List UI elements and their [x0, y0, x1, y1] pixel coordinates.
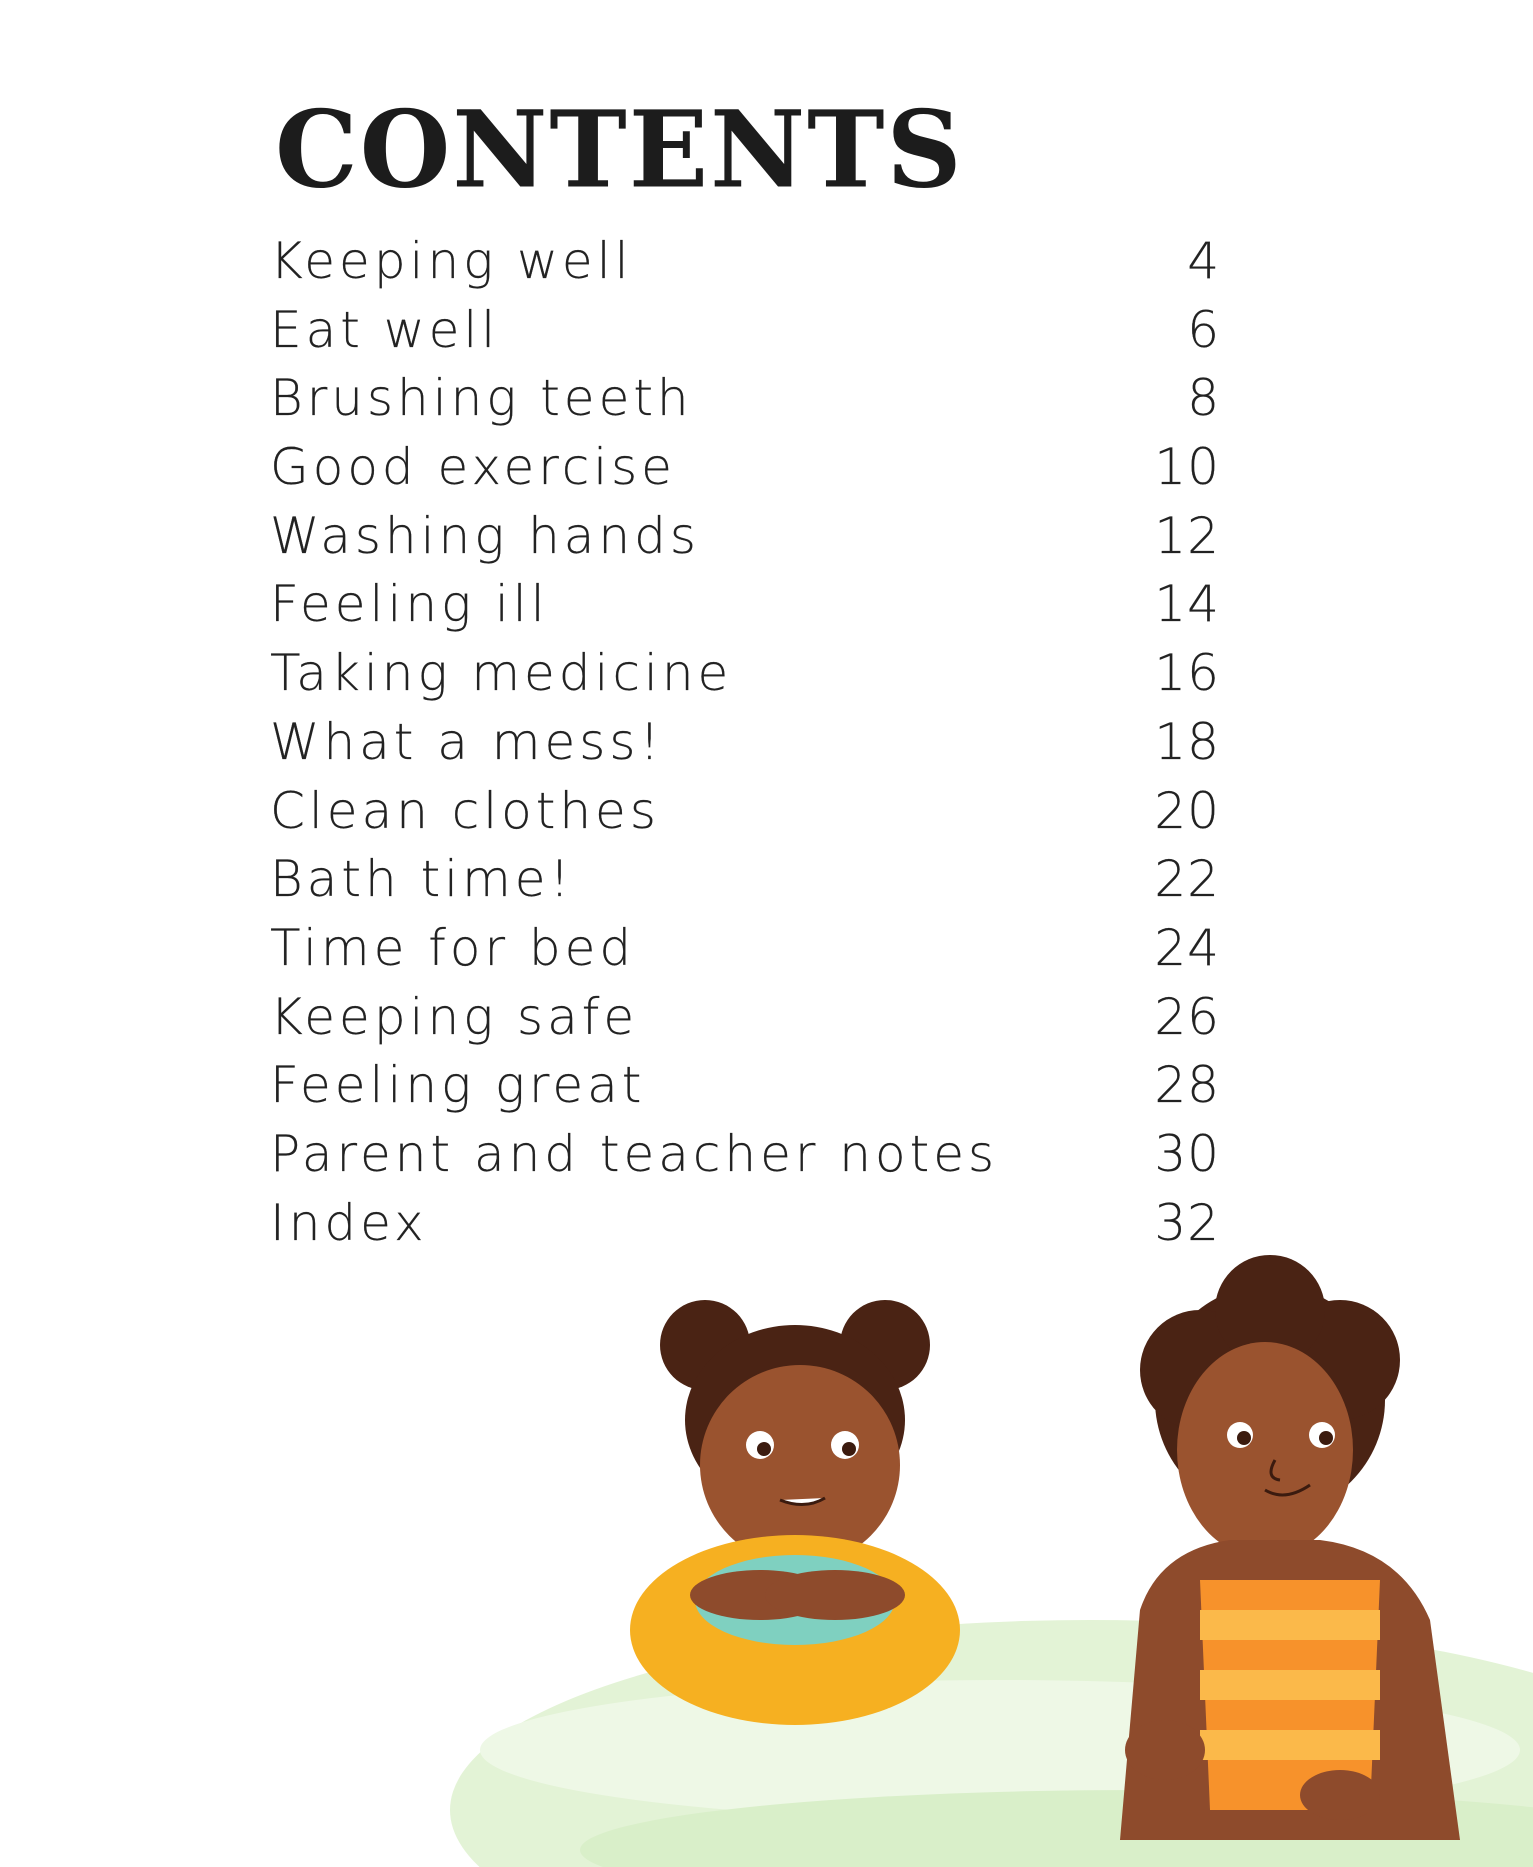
toc-entry-page: 18: [1154, 712, 1220, 771]
toc-entry-label: Washing hands: [270, 506, 700, 565]
toc-entry-label: Bath time!: [270, 850, 574, 909]
toc-entry-label: Keeping safe: [270, 987, 639, 1046]
toc-entry[interactable]: [270, 644, 1220, 713]
mother: [1120, 1255, 1460, 1840]
toc-entry[interactable]: [270, 782, 1220, 851]
toc-entry-label: Feeling great: [270, 1056, 646, 1115]
table-of-contents: [270, 232, 1220, 1262]
toc-entry[interactable]: [270, 850, 1220, 919]
toc-entry-label: Good exercise: [270, 438, 676, 497]
toc-entry-page: 22: [1154, 850, 1220, 909]
toc-entry-page: 32: [1154, 1193, 1220, 1252]
toc-entry[interactable]: [270, 301, 1220, 370]
toc-entry-page: 4: [1187, 232, 1220, 290]
toc-entry-page: 14: [1154, 575, 1220, 634]
toc-entry-page: 28: [1154, 1056, 1220, 1115]
toc-entry-label: Clean clothes: [270, 781, 660, 840]
toc-entry-page: 24: [1154, 918, 1220, 977]
pool-illustration: [440, 1250, 1533, 1867]
toc-entry-label: Feeling ill: [270, 575, 549, 634]
toc-entry[interactable]: [270, 713, 1220, 782]
toc-entry-page: 16: [1154, 644, 1220, 703]
toc-entry[interactable]: [270, 919, 1220, 988]
toc-entry[interactable]: [270, 575, 1220, 644]
toc-entry-page: 10: [1154, 438, 1220, 497]
toc-entry-page: 6: [1187, 300, 1220, 359]
toc-entry-page: 30: [1154, 1124, 1220, 1183]
toc-entry-label: Parent and teacher notes: [270, 1124, 999, 1183]
toc-entry-label: Index: [270, 1193, 428, 1252]
toc-entry[interactable]: [270, 988, 1220, 1057]
toc-entry[interactable]: [270, 369, 1220, 438]
girl: [630, 1300, 960, 1725]
toc-entry-label: Time for bed: [270, 918, 636, 977]
toc-entry-label: Keeping well: [270, 232, 633, 290]
page-title: CONTENTS: [275, 86, 964, 213]
toc-entry[interactable]: [270, 1056, 1220, 1125]
toc-entry-page: 26: [1154, 987, 1220, 1046]
toc-entry[interactable]: [270, 1125, 1220, 1194]
toc-entry[interactable]: [270, 507, 1220, 576]
toc-entry-label: Taking medicine: [270, 644, 733, 703]
toc-entry-label: Eat well: [270, 300, 500, 359]
toc-entry-page: 12: [1154, 506, 1220, 565]
toc-entry-label: What a mess!: [270, 712, 664, 771]
toc-entry-label: Brushing teeth: [270, 369, 693, 428]
toc-entry[interactable]: [270, 438, 1220, 507]
toc-entry-page: 20: [1154, 781, 1220, 840]
toc-entry[interactable]: [270, 232, 1220, 301]
toc-entry-page: 8: [1187, 369, 1220, 428]
